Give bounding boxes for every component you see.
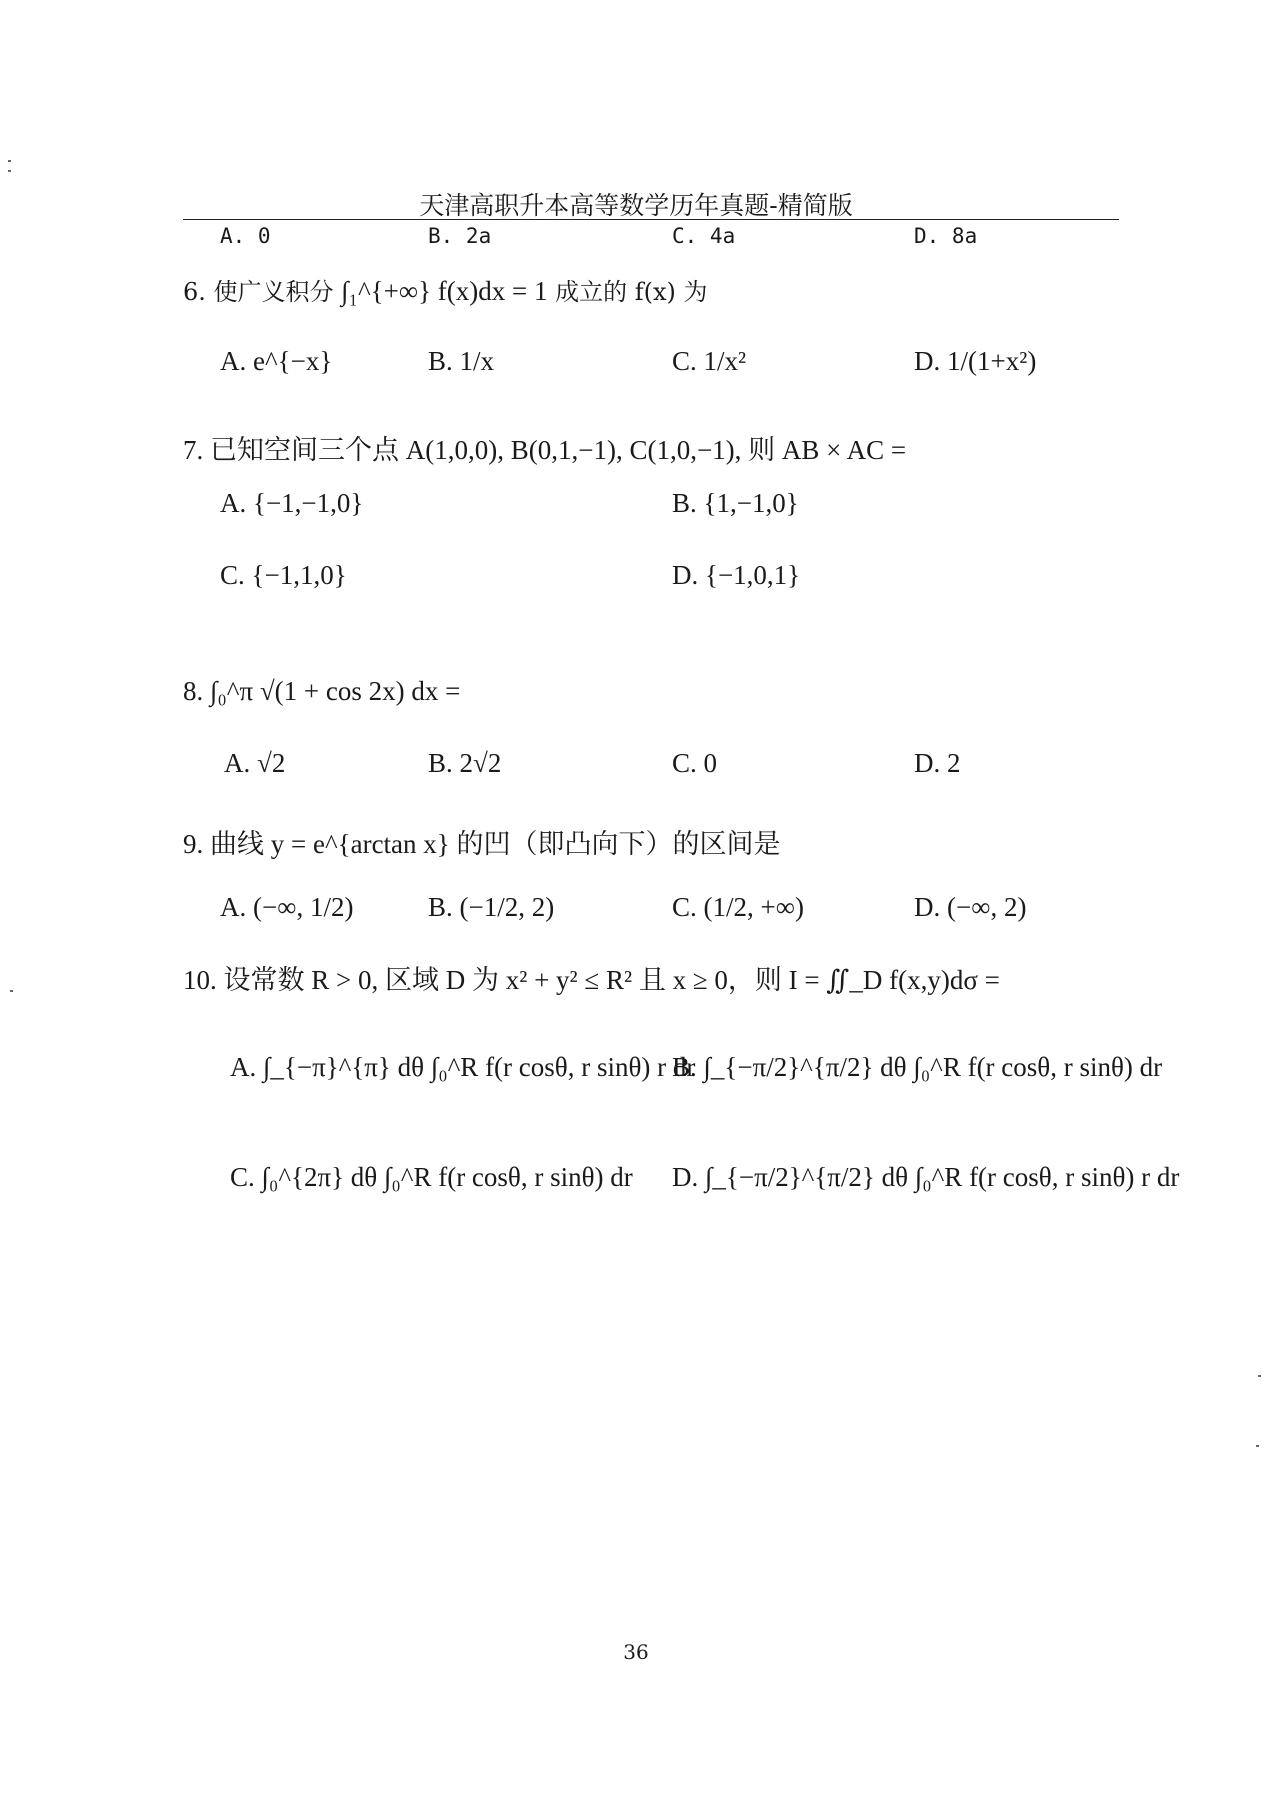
q9-option-b: B. (−1/2, 2) [428,892,555,922]
q6-stem-before: 6. 使广义积分 [183,278,334,306]
q7-option-b: B. {1,−1,0} [672,488,799,518]
q10-stem: 10. 设常数 R > 0, 区域 D 为 x² + y² ≤ R² 且 x ≥ 0，则 I = ∬_D f(x,y)dσ = [183,965,1000,995]
q10-option-a: A. ∫_{−π}^{π} dθ ∫₀^R f(r cosθ, r sinθ) r dr [230,1052,696,1082]
scan-speck [1256,1445,1259,1447]
q6-option-b: B. 1/x [428,346,495,376]
q9-option-d: D. (−∞, 2) [914,892,1027,922]
q8-option-c: C. 0 [672,748,718,778]
q5-option-d: D. 8a [914,224,978,248]
q5-option-b: B. 2a [428,224,492,248]
q6-option-a: A. e^{−x} [220,346,333,376]
q7-option-d: D. {−1,0,1} [672,560,801,590]
q6-stem-after: 成立的 f(x) 为 [555,278,708,306]
q7-option-c: C. {−1,1,0} [220,560,347,590]
q8-option-a: A. √2 [224,748,286,778]
q10-option-c: C. ∫₀^{2π} dθ ∫₀^R f(r cosθ, r sinθ) dr [230,1162,633,1192]
q10-option-d: D. ∫_{−π/2}^{π/2} dθ ∫₀^R f(r cosθ, r sinθ) r dr [672,1162,1180,1192]
q6-stem [183,272,708,307]
q8-stem: 8. ∫₀^π √(1 + cos 2x) dx = [183,676,461,706]
q7-option-a: A. {−1,−1,0} [220,488,364,518]
q8-option-d: D. 2 [914,748,961,778]
q10-option-b: B. ∫_{−π/2}^{π/2} dθ ∫₀^R f(r cosθ, r sinθ) dr [672,1052,1163,1082]
header-rule [183,219,1119,220]
scan-speck [8,170,11,172]
q6-option-d: D. 1/(1+x²) [914,346,1037,376]
q6-option-c: C. 1/x² [672,346,747,376]
page-header-title: 天津高职升本高等数学历年真题-精简版 [419,191,853,220]
q5-option-c: C. 4a [672,224,736,248]
scan-speck [8,160,11,162]
q7-stem: 7. 已知空间三个点 A(1,0,0), B(0,1,−1), C(1,0,−1), 则 AB × AC = [183,435,907,465]
scan-speck [1258,1375,1261,1377]
q6-integral: ∫₁^{+∞} f(x)dx = 1 [341,276,548,306]
page-number: 36 [623,1640,649,1664]
q8-option-b: B. 2√2 [428,748,502,778]
scan-speck [10,990,13,992]
q9-option-c: C. (1/2, +∞) [672,892,804,922]
q9-stem: 9. 曲线 y = e^{arctan x} 的凹（即凸向下）的区间是 [183,829,781,859]
q5-option-a: A. 0 [220,224,271,248]
q9-option-a: A. (−∞, 1/2) [220,892,354,922]
